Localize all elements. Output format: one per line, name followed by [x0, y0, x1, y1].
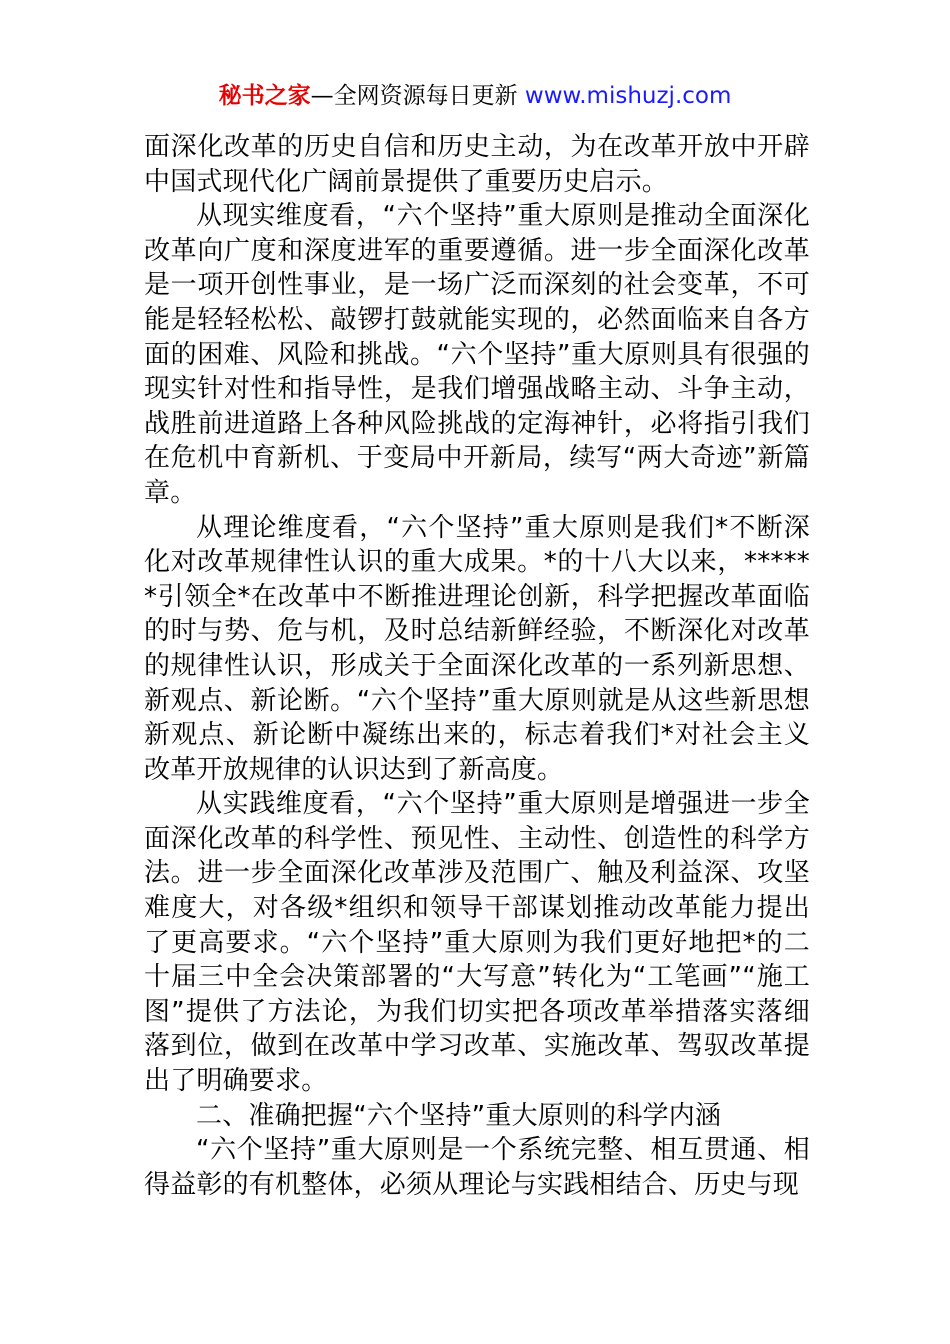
paragraph-practical-dimension: 从现实维度看，“六个坚持”重大原则是推动全面深化改革向广度和深度进军的重要遵循。进一步全面深化改革是一项开创性事业，是一场广泛而深刻的社会变革，不可能是轻轻松松、敲锣打鼓就能实现的，必然面临来自各方面的困难、风险和挑战。“六个坚持”重大原则具有很强的现实针对性和指导性，是我们增强战略主动、斗争主动，战胜前进道路上各种风险挑战的定海神针，必将指引我们在危机中育新机、于变局中开新局，续写“两大奇迹”新篇章。 [144, 201, 810, 508]
paragraph-continuation: 面深化改革的历史自信和历史主动，为在改革开放中开辟中国式现代化广阔前景提供了重要历史启示。 [144, 132, 810, 197]
paragraph-scientific-connotation: “六个坚持”重大原则是一个系统完整、相互贯通、相得益彰的有机整体，必须从理论与实践相结合、历史与现 [144, 1135, 810, 1200]
site-tagline: —全网资源每日更新 [310, 83, 518, 109]
paragraph-theoretical-dimension: 从理论维度看，“六个坚持”重大原则是我们*不断深化对改革规律性认识的重大成果。*的十八大以来，******引领全*在改革中不断推进理论创新，科学把握改革面临的时与势、危与机，及时总结新鲜经验，不断深化对改革的规律性认识，形成关于全面深化改革的一系列新思想、新观点、新论断。“六个坚持”重大原则就是从这些新思想新观点、新论断中凝练出来的，标志着我们*对社会主义改革开放规律的认识达到了新高度。 [144, 512, 810, 785]
site-brand: 秘书之家 [218, 83, 311, 109]
section-heading: 二、准确把握“六个坚持”重大原则的科学内涵 [196, 1100, 722, 1131]
document-body [144, 130, 810, 1202]
paragraph-practice-dimension: 从实践维度看，“六个坚持”重大原则是增强进一步全面深化改革的科学性、预见性、主动性、创造性的科学方法。进一步全面深化改革涉及范围广、触及利益深、攻坚难度大，对各级*组织和领导干部谋划推动改革能力提出了更高要求。“六个坚持”重大原则为我们更好地把*的二十届三中全会决策部署的“大写意”转化为“工笔画”“施工图”提供了方法论，为我们切实把各项改革举措落实落细落到位，做到在改革中学习改革、实施改革、驾驭改革提出了明确要求。 [144, 789, 810, 1097]
site-url[interactable]: www.mishuzj.com [524, 83, 732, 109]
site-header [0, 80, 950, 112]
